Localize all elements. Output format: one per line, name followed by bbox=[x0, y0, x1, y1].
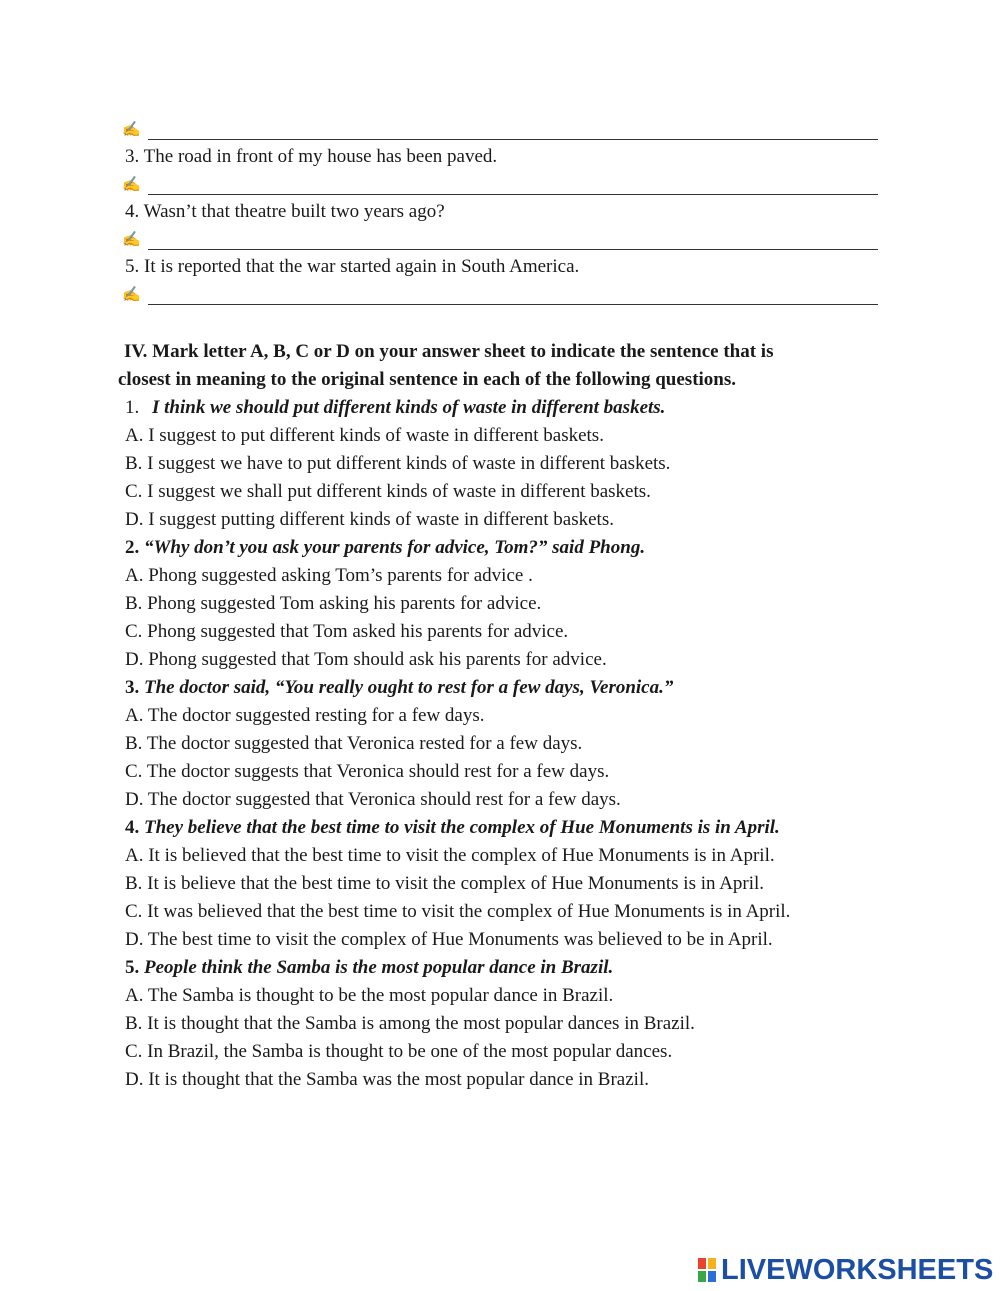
option-a[interactable]: A. Phong suggested asking Tom’s parents for advice . bbox=[125, 565, 533, 586]
logo-block bbox=[707, 1257, 717, 1270]
question-text: I think we should put different kinds of waste in different baskets. bbox=[152, 397, 666, 418]
option-c[interactable]: C. Phong suggested that Tom asked his parents for advice. bbox=[125, 621, 569, 642]
option-d[interactable]: D. I suggest putting different kinds of waste in different baskets. bbox=[125, 509, 614, 530]
pen-icon: ✍ bbox=[122, 287, 141, 303]
question-number: 4. bbox=[125, 817, 140, 838]
answer-rule bbox=[148, 304, 878, 305]
heading-line: closest in meaning to the original sentence in each of the following questions. bbox=[118, 369, 737, 390]
option-c[interactable]: C. The doctor suggests that Veronica should rest for a few days. bbox=[125, 761, 610, 782]
answer-rule bbox=[148, 139, 878, 140]
option-a[interactable]: A. I suggest to put different kinds of waste in different baskets. bbox=[125, 425, 604, 446]
rewrite-question: 3. The road in front of my house has been paved. bbox=[125, 146, 498, 167]
option-c[interactable]: C. In Brazil, the Samba is thought to be one of the most popular dances. bbox=[125, 1041, 673, 1062]
logo-blocks-icon bbox=[697, 1257, 717, 1283]
question-stem bbox=[125, 394, 905, 422]
option-b[interactable]: B. It is believe that the best time to visit the complex of Hue Monuments is in April. bbox=[125, 873, 765, 894]
liveworksheets-logo[interactable] bbox=[697, 1254, 993, 1286]
question-text: People think the Samba is the most popular dance in Brazil. bbox=[144, 957, 614, 978]
question-number: 2. bbox=[125, 537, 140, 558]
pen-icon: ✍ bbox=[122, 122, 141, 138]
pen-icon: ✍ bbox=[122, 232, 141, 248]
option-b[interactable]: B. It is thought that the Samba is among the most popular dances in Brazil. bbox=[125, 1013, 695, 1034]
option-d[interactable]: D. Phong suggested that Tom should ask his parents for advice. bbox=[125, 649, 607, 670]
rewrite-question: 5. It is reported that the war started again in South America. bbox=[125, 256, 580, 277]
question-text: “Why don’t you ask your parents for advice, Tom?” said Phong. bbox=[144, 537, 646, 558]
question-number: 1. bbox=[125, 397, 140, 418]
question-number: 5. bbox=[125, 957, 140, 978]
question-stem bbox=[125, 954, 905, 982]
question-text: The doctor said, “You really ought to rest for a few days, Veronica.” bbox=[144, 677, 674, 698]
rewrite-question: 4. Wasn’t that theatre built two years ago? bbox=[125, 201, 445, 222]
question-stem bbox=[125, 674, 905, 702]
pen-icon: ✍ bbox=[122, 177, 141, 193]
logo-block bbox=[697, 1257, 707, 1270]
logo-block bbox=[707, 1270, 717, 1283]
question-number: 3. bbox=[125, 677, 140, 698]
answer-line[interactable] bbox=[122, 230, 878, 254]
answer-line[interactable] bbox=[122, 285, 878, 309]
option-b[interactable]: B. The doctor suggested that Veronica rested for a few days. bbox=[125, 733, 583, 754]
question-list bbox=[125, 394, 905, 1094]
option-d[interactable]: D. It is thought that the Samba was the most popular dance in Brazil. bbox=[125, 1069, 649, 1090]
logo-block bbox=[697, 1270, 707, 1283]
section-heading bbox=[118, 338, 878, 394]
answer-line[interactable] bbox=[122, 175, 878, 199]
option-d[interactable]: D. The doctor suggested that Veronica should rest for a few days. bbox=[125, 789, 621, 810]
question-stem bbox=[125, 534, 905, 562]
answer-line[interactable] bbox=[122, 120, 878, 144]
answer-rule bbox=[148, 249, 878, 250]
option-d[interactable]: D. The best time to visit the complex of Hue Monuments was believed to be in April. bbox=[125, 929, 773, 950]
logo-text: LIVEWORKSHEETS bbox=[721, 1253, 994, 1286]
answer-rule bbox=[148, 194, 878, 195]
heading-line: IV. Mark letter A, B, C or D on your answer sheet to indicate the sentence that is bbox=[124, 341, 774, 362]
option-b[interactable]: B. Phong suggested Tom asking his parents for advice. bbox=[125, 593, 542, 614]
question-text: They believe that the best time to visit the complex of Hue Monuments is in April. bbox=[144, 817, 780, 838]
question-stem bbox=[125, 814, 905, 842]
option-a[interactable]: A. The doctor suggested resting for a few days. bbox=[125, 705, 485, 726]
option-a[interactable]: A. The Samba is thought to be the most popular dance in Brazil. bbox=[125, 985, 614, 1006]
option-b[interactable]: B. I suggest we have to put different kinds of waste in different baskets. bbox=[125, 453, 671, 474]
option-c[interactable]: C. It was believed that the best time to visit the complex of Hue Monuments is in April. bbox=[125, 901, 791, 922]
option-a[interactable]: A. It is believed that the best time to visit the complex of Hue Monuments is in April. bbox=[125, 845, 775, 866]
option-c[interactable]: C. I suggest we shall put different kinds of waste in different baskets. bbox=[125, 481, 651, 502]
